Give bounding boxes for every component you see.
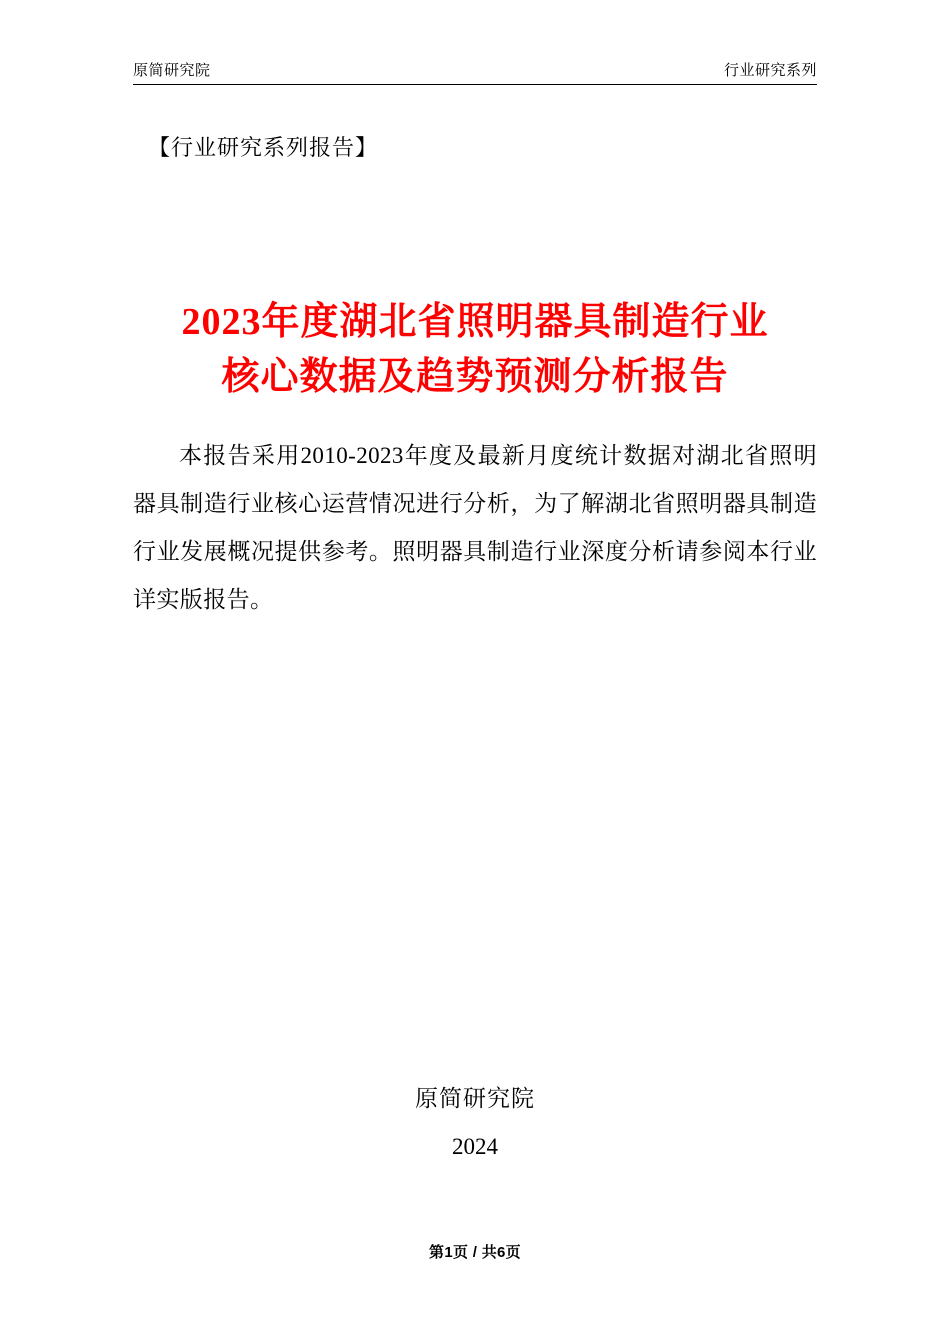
abstract-paragraph: 本报告采用2010-2023年度及最新月度统计数据对湖北省照明器具制造行业核心运营情况进行分析，为了解湖北省照明器具制造行业发展概况提供参考。照明器具制造行业深度分析请参阅本行业详实版报告。 <box>133 443 817 612</box>
publication-year: 2024 <box>452 1134 498 1159</box>
title-line-2: 核心数据及趋势预测分析报告 <box>221 356 729 398</box>
page-header <box>133 62 817 85</box>
header-series-name: 行业研究系列 <box>723 62 817 79</box>
publisher-name: 原简研究院 <box>415 1086 535 1111</box>
header-institute-name: 原简研究院 <box>133 62 211 79</box>
title-line-1: 2023年度湖北省照明器具制造行业 <box>181 301 769 343</box>
series-tag: 【行业研究系列报告】 <box>148 135 379 160</box>
page-title <box>133 295 817 405</box>
page-footer: 第1页 / 共6页 <box>429 1244 521 1261</box>
